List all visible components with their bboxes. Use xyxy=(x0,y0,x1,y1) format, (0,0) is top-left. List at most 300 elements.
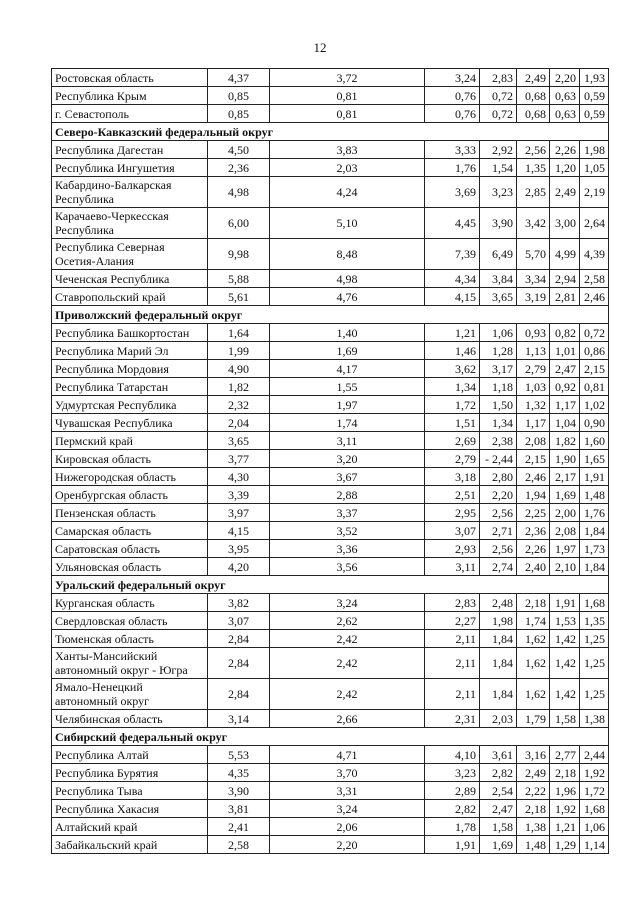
table-row xyxy=(52,450,609,468)
value-cell: 4,76 xyxy=(270,288,425,306)
value-cell: 7,39 xyxy=(425,239,480,270)
value-cell: 1,42 xyxy=(550,630,580,648)
value-cell: 3,17 xyxy=(480,360,517,378)
value-cell: 1,28 xyxy=(480,342,517,360)
value-cell: 6,49 xyxy=(480,239,517,270)
value-cell: 1,94 xyxy=(517,486,550,504)
value-cell: 1,82 xyxy=(550,432,580,450)
value-cell: 4,98 xyxy=(270,270,425,288)
value-cell: 1,73 xyxy=(580,540,609,558)
value-cell: 2,58 xyxy=(580,270,609,288)
value-cell: 3,90 xyxy=(480,208,517,239)
value-cell: 2,44 xyxy=(580,746,609,764)
value-cell: 2,06 xyxy=(270,818,425,836)
region-name: Курганская область xyxy=(52,594,208,612)
value-cell: 1,84 xyxy=(480,679,517,710)
table-row xyxy=(52,630,609,648)
value-cell: 2,47 xyxy=(550,360,580,378)
value-cell: 1,38 xyxy=(580,710,609,728)
table-row xyxy=(52,69,609,87)
value-cell: 2,20 xyxy=(480,486,517,504)
value-cell: 0,81 xyxy=(270,87,425,105)
value-cell: 2,27 xyxy=(425,612,480,630)
value-cell: 1,74 xyxy=(270,414,425,432)
value-cell: 1,02 xyxy=(580,396,609,414)
value-cell: 4,17 xyxy=(270,360,425,378)
region-name: г. Севастополь xyxy=(52,105,208,123)
table-row xyxy=(52,208,609,239)
value-cell: 0,76 xyxy=(425,105,480,123)
section-title: Приволжский федеральный округ xyxy=(52,306,609,324)
value-cell: 2,18 xyxy=(517,800,550,818)
table-row xyxy=(52,522,609,540)
value-cell: 3,56 xyxy=(270,558,425,576)
value-cell: 0,68 xyxy=(517,105,550,123)
value-cell: 1,34 xyxy=(425,378,480,396)
value-cell: 2,93 xyxy=(425,540,480,558)
table-body xyxy=(52,69,609,854)
value-cell: 1,29 xyxy=(550,836,580,854)
value-cell: 2,95 xyxy=(425,504,480,522)
value-cell: 5,88 xyxy=(208,270,270,288)
table-row xyxy=(52,836,609,854)
value-cell: 4,39 xyxy=(580,239,609,270)
region-name: Пензенская область xyxy=(52,504,208,522)
table-row xyxy=(52,288,609,306)
value-cell: 2,94 xyxy=(550,270,580,288)
value-cell: 1,05 xyxy=(580,159,609,177)
value-cell: 1,92 xyxy=(550,800,580,818)
region-name: Чувашская Республика xyxy=(52,414,208,432)
value-cell: 1,54 xyxy=(480,159,517,177)
value-cell: 2,85 xyxy=(517,177,550,208)
table-row xyxy=(52,342,609,360)
table-row xyxy=(52,648,609,679)
section-row xyxy=(52,306,609,324)
table-row xyxy=(52,177,609,208)
value-cell: 1,76 xyxy=(425,159,480,177)
value-cell: 1,97 xyxy=(270,396,425,414)
value-cell: 2,36 xyxy=(517,522,550,540)
value-cell: 1,92 xyxy=(580,764,609,782)
table-row xyxy=(52,324,609,342)
value-cell: 0,81 xyxy=(580,378,609,396)
value-cell: 1,38 xyxy=(517,818,550,836)
value-cell: 3,90 xyxy=(208,782,270,800)
value-cell: 1,76 xyxy=(580,504,609,522)
value-cell: 3,82 xyxy=(208,594,270,612)
value-cell: 1,84 xyxy=(480,630,517,648)
value-cell: 3,97 xyxy=(208,504,270,522)
value-cell: 1,72 xyxy=(580,782,609,800)
value-cell: 4,15 xyxy=(208,522,270,540)
region-name: Алтайский край xyxy=(52,818,208,836)
value-cell: 2,26 xyxy=(550,141,580,159)
value-cell: 1,65 xyxy=(580,450,609,468)
table-row xyxy=(52,558,609,576)
table-row xyxy=(52,360,609,378)
value-cell: 3,07 xyxy=(425,522,480,540)
value-cell: 2,17 xyxy=(550,468,580,486)
value-cell: 5,10 xyxy=(270,208,425,239)
value-cell: 5,53 xyxy=(208,746,270,764)
table-row xyxy=(52,710,609,728)
value-cell: 8,48 xyxy=(270,239,425,270)
value-cell: 2,62 xyxy=(270,612,425,630)
page-number: 12 xyxy=(313,40,327,55)
value-cell: 2,56 xyxy=(517,141,550,159)
value-cell: 3,24 xyxy=(425,69,480,87)
value-cell: 1,62 xyxy=(517,630,550,648)
value-cell: 1,20 xyxy=(550,159,580,177)
value-cell: 3,65 xyxy=(480,288,517,306)
value-cell: 1,68 xyxy=(580,800,609,818)
value-cell: 3,24 xyxy=(270,800,425,818)
value-cell: 1,48 xyxy=(517,836,550,854)
value-cell: 2,92 xyxy=(480,141,517,159)
value-cell: 1,17 xyxy=(517,414,550,432)
table-row xyxy=(52,504,609,522)
value-cell: 0,68 xyxy=(517,87,550,105)
value-cell: 5,61 xyxy=(208,288,270,306)
region-name: Кабардино-Балкарская Республика xyxy=(52,177,208,208)
value-cell: 2,80 xyxy=(480,468,517,486)
value-cell: 3,81 xyxy=(208,800,270,818)
value-cell: 2,04 xyxy=(208,414,270,432)
value-cell: 2,08 xyxy=(550,522,580,540)
value-cell: 4,50 xyxy=(208,141,270,159)
value-cell: 3,11 xyxy=(270,432,425,450)
value-cell: 3,14 xyxy=(208,710,270,728)
value-cell: 2,84 xyxy=(208,630,270,648)
value-cell: 2,22 xyxy=(517,782,550,800)
value-cell: 3,31 xyxy=(270,782,425,800)
value-cell: 3,33 xyxy=(425,141,480,159)
section-row xyxy=(52,123,609,141)
value-cell: 4,30 xyxy=(208,468,270,486)
value-cell: 1,04 xyxy=(550,414,580,432)
table-row xyxy=(52,679,609,710)
value-cell: 1,25 xyxy=(580,679,609,710)
value-cell: 1,06 xyxy=(480,324,517,342)
table-row xyxy=(52,746,609,764)
region-name: Саратовская область xyxy=(52,540,208,558)
value-cell: 1,62 xyxy=(517,648,550,679)
table-row xyxy=(52,782,609,800)
table-row xyxy=(52,396,609,414)
value-cell: 3,23 xyxy=(425,764,480,782)
value-cell: 2,15 xyxy=(580,360,609,378)
table-row xyxy=(52,432,609,450)
region-name: Республика Тыва xyxy=(52,782,208,800)
value-cell: 2,11 xyxy=(425,630,480,648)
value-cell: 4,98 xyxy=(208,177,270,208)
value-cell: 3,69 xyxy=(425,177,480,208)
value-cell: 3,84 xyxy=(480,270,517,288)
region-name: Кировская область xyxy=(52,450,208,468)
value-cell: 2,49 xyxy=(517,764,550,782)
value-cell: 2,00 xyxy=(550,504,580,522)
table-row xyxy=(52,239,609,270)
value-cell: 2,11 xyxy=(425,648,480,679)
region-name: Республика Бурятия xyxy=(52,764,208,782)
region-name: Республика Крым xyxy=(52,87,208,105)
value-cell: 3,52 xyxy=(270,522,425,540)
value-cell: - 2,44 xyxy=(480,450,517,468)
value-cell: 1,01 xyxy=(550,342,580,360)
value-cell: 0,72 xyxy=(580,324,609,342)
value-cell: 3,11 xyxy=(425,558,480,576)
value-cell: 2,10 xyxy=(550,558,580,576)
value-cell: 3,36 xyxy=(270,540,425,558)
value-cell: 2,54 xyxy=(480,782,517,800)
value-cell: 1,55 xyxy=(270,378,425,396)
value-cell: 1,13 xyxy=(517,342,550,360)
value-cell: 2,48 xyxy=(480,594,517,612)
value-cell: 2,64 xyxy=(580,208,609,239)
table-row xyxy=(52,486,609,504)
value-cell: 0,59 xyxy=(580,105,609,123)
region-name: Ростовская область xyxy=(52,69,208,87)
region-name: Челябинская область xyxy=(52,710,208,728)
table-row xyxy=(52,594,609,612)
value-cell: 3,19 xyxy=(517,288,550,306)
value-cell: 2,08 xyxy=(517,432,550,450)
value-cell: 2,49 xyxy=(550,177,580,208)
value-cell: 2,31 xyxy=(425,710,480,728)
value-cell: 2,41 xyxy=(208,818,270,836)
value-cell: 1,58 xyxy=(480,818,517,836)
value-cell: 1,99 xyxy=(208,342,270,360)
value-cell: 0,72 xyxy=(480,105,517,123)
value-cell: 2,03 xyxy=(270,159,425,177)
value-cell: 3,24 xyxy=(270,594,425,612)
value-cell: 1,51 xyxy=(425,414,480,432)
value-cell: 4,71 xyxy=(270,746,425,764)
region-name: Республика Хакасия xyxy=(52,800,208,818)
value-cell: 1,17 xyxy=(550,396,580,414)
value-cell: 2,83 xyxy=(425,594,480,612)
value-cell: 1,62 xyxy=(517,679,550,710)
region-name: Пермский край xyxy=(52,432,208,450)
value-cell: 2,89 xyxy=(425,782,480,800)
region-name: Нижегородская область xyxy=(52,468,208,486)
section-title: Сибирский федеральный округ xyxy=(52,728,609,746)
value-cell: 3,20 xyxy=(270,450,425,468)
value-cell: 0,59 xyxy=(580,87,609,105)
table-row xyxy=(52,105,609,123)
value-cell: 2,49 xyxy=(517,69,550,87)
region-name: Оренбургская область xyxy=(52,486,208,504)
value-cell: 2,56 xyxy=(480,540,517,558)
coefficients-table xyxy=(51,68,609,854)
value-cell: 1,42 xyxy=(550,648,580,679)
value-cell: 1,42 xyxy=(550,679,580,710)
value-cell: 3,07 xyxy=(208,612,270,630)
value-cell: 2,42 xyxy=(270,679,425,710)
value-cell: 2,69 xyxy=(425,432,480,450)
region-name: Чеченская Республика xyxy=(52,270,208,288)
value-cell: 3,23 xyxy=(480,177,517,208)
value-cell: 1,97 xyxy=(550,540,580,558)
value-cell: 2,88 xyxy=(270,486,425,504)
value-cell: 2,18 xyxy=(517,594,550,612)
value-cell: 2,20 xyxy=(270,836,425,854)
value-cell: 2,51 xyxy=(425,486,480,504)
region-name: Свердловская область xyxy=(52,612,208,630)
value-cell: 3,61 xyxy=(480,746,517,764)
value-cell: 4,45 xyxy=(425,208,480,239)
value-cell: 0,63 xyxy=(550,105,580,123)
region-name: Удмуртская Республика xyxy=(52,396,208,414)
value-cell: 3,16 xyxy=(517,746,550,764)
value-cell: 1,78 xyxy=(425,818,480,836)
value-cell: 1,25 xyxy=(580,630,609,648)
region-name: Ханты-Мансийский автономный округ - Югра xyxy=(52,648,208,679)
value-cell: 2,46 xyxy=(517,468,550,486)
table-row xyxy=(52,818,609,836)
value-cell: 3,39 xyxy=(208,486,270,504)
value-cell: 1,25 xyxy=(580,648,609,679)
value-cell: 0,82 xyxy=(550,324,580,342)
value-cell: 2,15 xyxy=(517,450,550,468)
table-row xyxy=(52,540,609,558)
value-cell: 1,03 xyxy=(517,378,550,396)
value-cell: 1,18 xyxy=(480,378,517,396)
table-row xyxy=(52,159,609,177)
value-cell: 3,65 xyxy=(208,432,270,450)
section-title: Северо-Кавказский федеральный округ xyxy=(52,123,609,141)
value-cell: 3,62 xyxy=(425,360,480,378)
value-cell: 0,85 xyxy=(208,105,270,123)
value-cell: 2,42 xyxy=(270,630,425,648)
value-cell: 1,35 xyxy=(517,159,550,177)
region-name: Республика Башкортостан xyxy=(52,324,208,342)
region-name: Самарская область xyxy=(52,522,208,540)
region-name: Республика Дагестан xyxy=(52,141,208,159)
value-cell: 3,67 xyxy=(270,468,425,486)
region-name: Республика Северная Осетия-Алания xyxy=(52,239,208,270)
value-cell: 1,21 xyxy=(550,818,580,836)
value-cell: 1,69 xyxy=(270,342,425,360)
value-cell: 1,91 xyxy=(550,594,580,612)
value-cell: 3,34 xyxy=(517,270,550,288)
table-row xyxy=(52,764,609,782)
value-cell: 1,90 xyxy=(550,450,580,468)
value-cell: 1,46 xyxy=(425,342,480,360)
region-name: Карачаево-Черкесская Республика xyxy=(52,208,208,239)
value-cell: 4,15 xyxy=(425,288,480,306)
value-cell: 2,83 xyxy=(480,69,517,87)
value-cell: 1,79 xyxy=(517,710,550,728)
value-cell: 2,82 xyxy=(425,800,480,818)
value-cell: 1,53 xyxy=(550,612,580,630)
value-cell: 2,42 xyxy=(270,648,425,679)
value-cell: 1,68 xyxy=(580,594,609,612)
region-name: Ульяновская область xyxy=(52,558,208,576)
value-cell: 2,84 xyxy=(208,648,270,679)
value-cell: 1,69 xyxy=(480,836,517,854)
value-cell: 1,84 xyxy=(580,522,609,540)
value-cell: 1,98 xyxy=(580,141,609,159)
region-name: Ямало-Ненецкий автономный округ xyxy=(52,679,208,710)
value-cell: 4,24 xyxy=(270,177,425,208)
value-cell: 2,74 xyxy=(480,558,517,576)
value-cell: 2,79 xyxy=(425,450,480,468)
table-row xyxy=(52,141,609,159)
value-cell: 1,93 xyxy=(580,69,609,87)
region-name: Республика Алтай xyxy=(52,746,208,764)
value-cell: 2,58 xyxy=(208,836,270,854)
table-row xyxy=(52,468,609,486)
value-cell: 2,19 xyxy=(580,177,609,208)
value-cell: 1,58 xyxy=(550,710,580,728)
value-cell: 2,81 xyxy=(550,288,580,306)
value-cell: 2,18 xyxy=(550,764,580,782)
value-cell: 2,38 xyxy=(480,432,517,450)
value-cell: 1,84 xyxy=(580,558,609,576)
value-cell: 1,74 xyxy=(517,612,550,630)
value-cell: 0,92 xyxy=(550,378,580,396)
value-cell: 1,96 xyxy=(550,782,580,800)
value-cell: 4,34 xyxy=(425,270,480,288)
value-cell: 2,66 xyxy=(270,710,425,728)
value-cell: 2,79 xyxy=(517,360,550,378)
value-cell: 1,14 xyxy=(580,836,609,854)
value-cell: 1,21 xyxy=(425,324,480,342)
value-cell: 3,77 xyxy=(208,450,270,468)
section-row xyxy=(52,576,609,594)
value-cell: 3,37 xyxy=(270,504,425,522)
value-cell: 1,91 xyxy=(580,468,609,486)
value-cell: 3,70 xyxy=(270,764,425,782)
table-row xyxy=(52,378,609,396)
value-cell: 3,95 xyxy=(208,540,270,558)
value-cell: 2,32 xyxy=(208,396,270,414)
value-cell: 1,50 xyxy=(480,396,517,414)
table-row xyxy=(52,414,609,432)
table-row xyxy=(52,270,609,288)
value-cell: 1,40 xyxy=(270,324,425,342)
value-cell: 1,34 xyxy=(480,414,517,432)
value-cell: 9,98 xyxy=(208,239,270,270)
value-cell: 5,70 xyxy=(517,239,550,270)
table-row xyxy=(52,800,609,818)
value-cell: 3,83 xyxy=(270,141,425,159)
value-cell: 2,25 xyxy=(517,504,550,522)
value-cell: 3,72 xyxy=(270,69,425,87)
value-cell: 2,11 xyxy=(425,679,480,710)
value-cell: 0,81 xyxy=(270,105,425,123)
value-cell: 1,82 xyxy=(208,378,270,396)
value-cell: 4,20 xyxy=(208,558,270,576)
section-row xyxy=(52,728,609,746)
region-name: Республика Татарстан xyxy=(52,378,208,396)
value-cell: 0,76 xyxy=(425,87,480,105)
value-cell: 1,72 xyxy=(425,396,480,414)
value-cell: 2,56 xyxy=(480,504,517,522)
value-cell: 0,85 xyxy=(208,87,270,105)
region-name: Тюменская область xyxy=(52,630,208,648)
value-cell: 0,72 xyxy=(480,87,517,105)
value-cell: 1,48 xyxy=(580,486,609,504)
value-cell: 0,93 xyxy=(517,324,550,342)
value-cell: 4,10 xyxy=(425,746,480,764)
value-cell: 1,91 xyxy=(425,836,480,854)
value-cell: 3,00 xyxy=(550,208,580,239)
value-cell: 2,77 xyxy=(550,746,580,764)
value-cell: 1,32 xyxy=(517,396,550,414)
